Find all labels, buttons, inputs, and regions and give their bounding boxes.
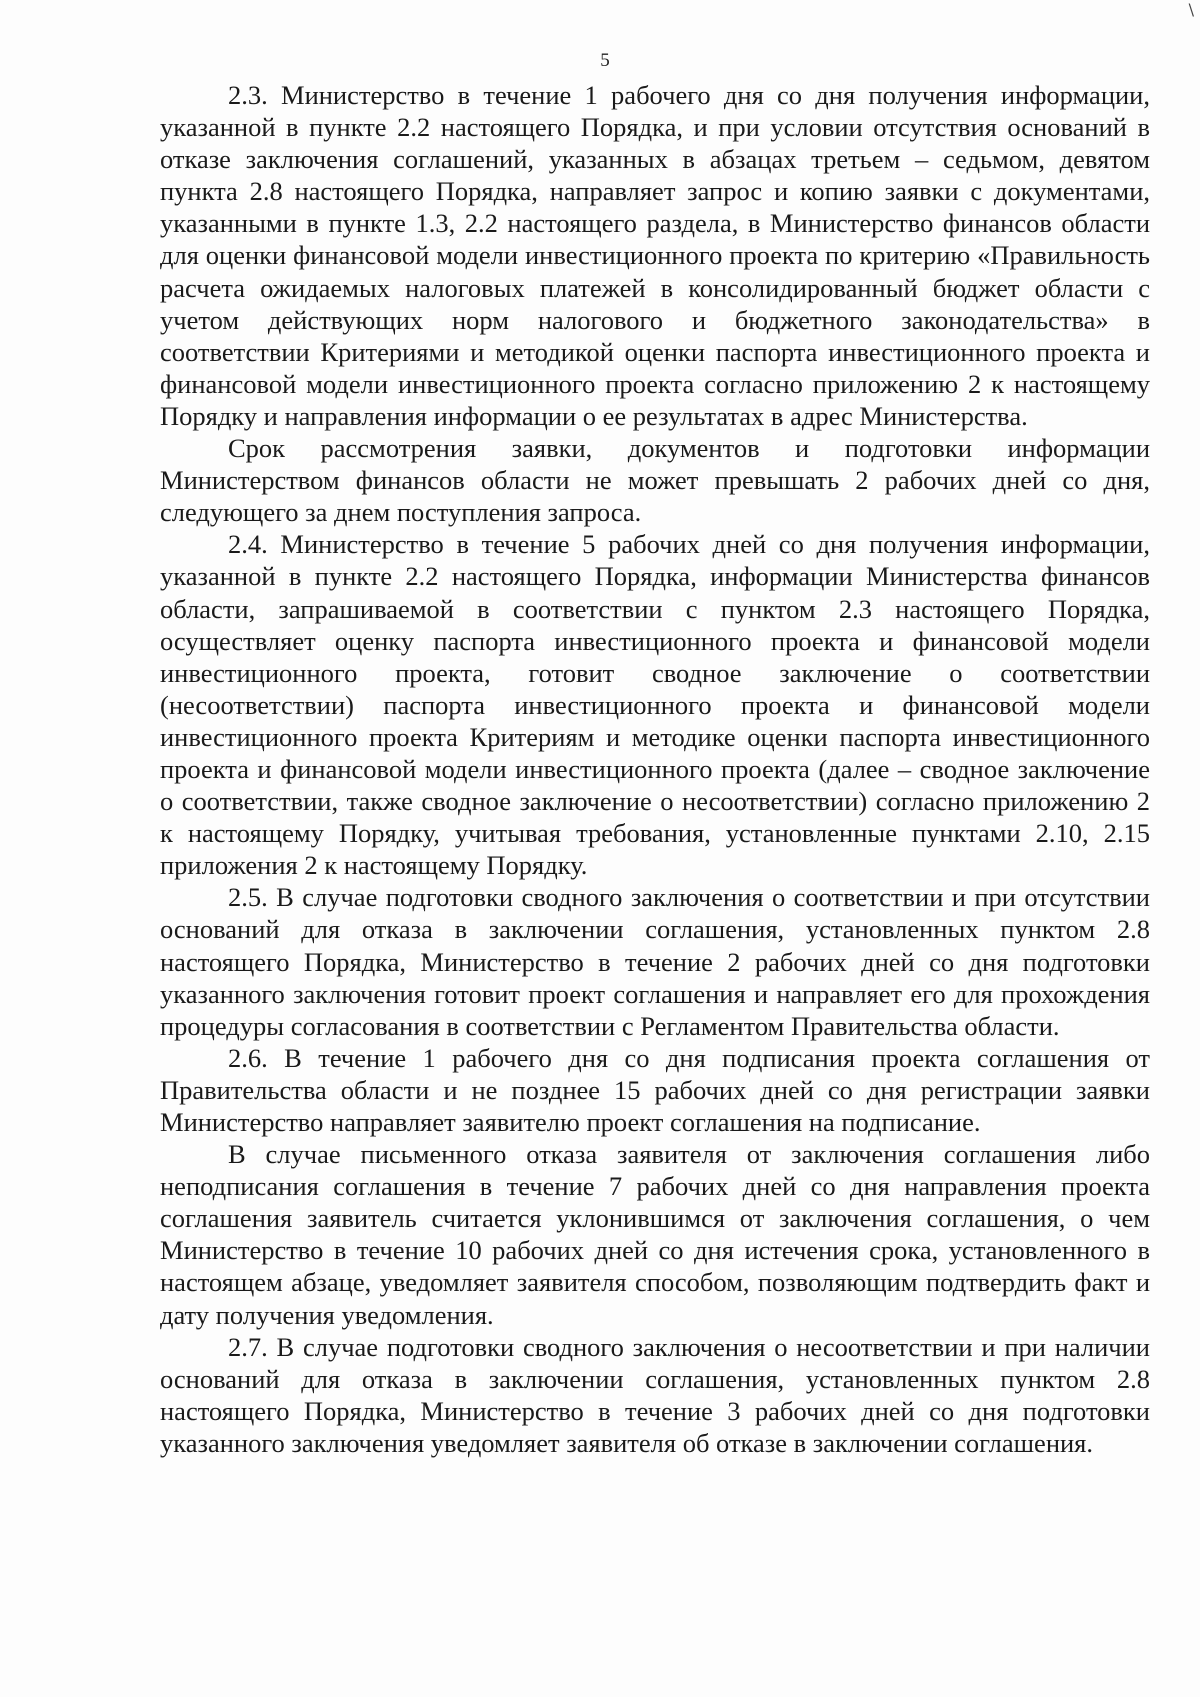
paragraph-2-4: 2.4. Министерство в течение 5 рабочих дней со дня получения информации, указанной в пункте 2.2 настоящего Порядка, информации Министерства финансов области, запрашиваемой в соответствии с пунктом 2.3 настоящего Порядка, осуществляет оценку паспорта инвестиционного проекта и финансовой модели инвестиционного проекта, готовит сводное заключение о соответствии (несоответствии) паспорта инвестиционного проекта и финансовой модели инвестиционного проекта Критериям и методике оценки паспорта инвестиционного проекта и финансовой модели инвестиционного проекта (далее – сводное заключение о соответствии, также сводное заключение о несоответствии) согласно приложению 2 к настоящему Порядку, учитывая требования, установленные пунктами 2.10, 2.15 приложения 2 к настоящему Порядку. [160,529,1150,881]
corner-mark: \ [1188,0,1194,19]
paragraph-2-3: 2.3. Министерство в течение 1 рабочего дня со дня получения информации, указанной в пункте 2.2 настоящего Порядка, и при условии отсутствия оснований в отказе заключения соглашений, указанных в абзацах третьем – седьмом, девятом пункта 2.8 настоящего Порядка, направляет запрос и копию заявки с документами, указанными в пункте 1.3, 2.2 настоящего раздела, в Министерство финансов области для оценки финансовой модели инвестиционного проекта по критерию «Правильность расчета ожидаемых налоговых платежей в консолидированный бюджет области с учетом действующих норм налогового и бюджетного законодательства» в соответствии Критериями и методикой оценки паспорта инвестиционного проекта и финансовой модели инвестиционного проекта согласно приложению 2 к настоящему Порядку и направления информации о ее результатах в адрес Министерства. [160,80,1150,431]
paragraph-2-7: 2.7. В случае подготовки сводного заключения о несоответствии и при наличии оснований для отказа в заключении соглашения, установленных пунктом 2.8 настоящего Порядка, Министерство в течение 3 рабочих дней со дня подготовки указанного заключения уведомляет заявителя об отказе в заключении соглашения. [160,1331,1150,1458]
document-body [160,79,1150,1459]
paragraph-2-5: 2.5. В случае подготовки сводного заключения о соответствии и при отсутствии оснований для отказа в заключении соглашения, установленных пунктом 2.8 настоящего Порядка, Министерство в течение 2 рабочих дней со дня подготовки указанного заключения готовит проект соглашения и направляет его для прохождения процедуры согласования в соответствии с Регламентом Правительства области. [160,882,1150,1041]
page-number: 5 [600,50,610,71]
paragraph-review-period: Срок рассмотрения заявки, документов и подготовки информации Министерством финансов области не может превышать 2 рабочих дней со дня, следующего за днем поступления запроса. [160,433,1150,528]
paragraph-refusal: В случае письменного отказа заявителя от заключения соглашения либо неподписания соглашения в течение 7 рабочих дней со дня направления проекта соглашения заявитель считается уклонившимся от заключения соглашения, о чем Министерство в течение 10 рабочих дней со дня истечения срока, установленного в настоящем абзаце, уведомляет заявителя способом, позволяющим подтвердить факт и дату получения уведомления. [160,1139,1150,1330]
paragraph-2-6: 2.6. В течение 1 рабочего дня со дня подписания проекта соглашения от Правительства области и не позднее 15 рабочих дней со дня регистрации заявки Министерство направляет заявителю проект соглашения на подписание. [160,1042,1150,1137]
